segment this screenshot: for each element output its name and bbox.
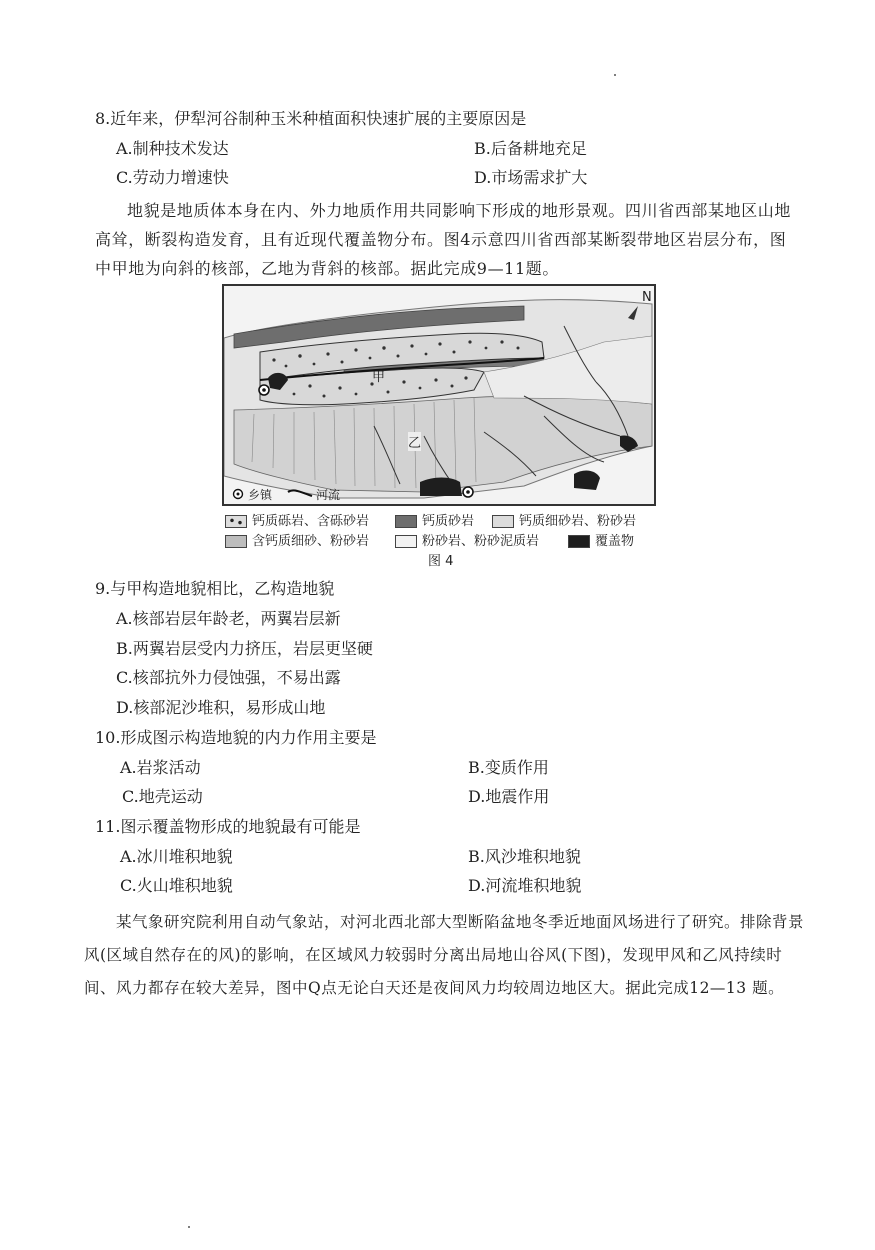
q9-option-b: B.两翼岩层受内力挤压，岩层更坚硬 [116,639,373,658]
q9-stem: 9.与甲构造地貌相比，乙构造地貌 [95,579,335,598]
legend-calc-sandstone: 钙质砂岩 [395,510,474,529]
q11-option-d: D.河流堆积地貌 [468,876,582,895]
swatch-calc-fine-sandstone [492,515,514,528]
passage-valley-wind: 某气象研究院利用自动气象站，对河北西北部大型断陷盆地冬季近地面风场进行了研究。排除背景风(区域自然存在的风)的影响，在区域风力较弱时分离出局地山谷风(下图)，发现甲风和乙风持续时间、风力都存在较大差异，图中Q点无论白天还是夜间风力均较周边地区大。据此完成12—13 题。 [84,913,805,997]
swatch-calc-fine-silt [225,535,247,548]
label-yi: 乙 [408,432,421,451]
scan-dot [614,74,616,76]
q8-stem: 8.近年来，伊犁河谷制种玉米种植面积快速扩展的主要原因是 [95,109,527,128]
swatch-calc-sandstone [395,515,417,528]
q11-stem: 11.图示覆盖物形成的地貌最有可能是 [95,817,361,836]
q8-option-a: A.制种技术发达 [116,139,229,158]
legend-calc-fine-silt: 含钙质细砂、粉砂岩 [225,530,369,549]
q9-option-a: A.核部岩层年龄老，两翼岩层新 [116,609,341,628]
q8-option-d: D.市场需求扩大 [474,168,588,187]
q10-option-b: B.变质作用 [468,758,549,777]
q11-option-c: C.火山堆积地貌 [120,876,233,895]
swatch-siltstone-mudstone [395,535,417,548]
legend-cover-deposit: 覆盖物 [568,530,634,549]
q10-option-a: A.岩浆活动 [120,758,201,777]
figure-caption: 图 4 [428,554,454,569]
geologic-map-drawing [224,286,654,504]
swatch-conglomerate [225,515,247,528]
q11-option-a: A.冰川堆积地貌 [120,847,233,866]
legend-calc-fine-sandstone: 钙质细砂岩、粉砂岩 [492,510,636,529]
swatch-cover-deposit [568,535,590,548]
scan-dot [188,1226,190,1228]
legend-siltstone-mudstone: 粉砂岩、粉砂泥质岩 [395,530,539,549]
label-jia: 甲 [372,370,386,385]
map-legend-town: 乡镇 [248,488,273,502]
map-legend-river: 河流 [316,488,341,502]
north-arrow-label: N [642,290,652,305]
legend-conglomerate: 钙质砾岩、含砾砂岩 [225,510,369,529]
q10-option-d: D.地震作用 [468,787,550,806]
q8-option-b: B.后备耕地充足 [474,139,587,158]
q10-stem: 10.形成图示构造地貌的内力作用主要是 [95,728,377,747]
passage-landforms: 地貌是地质体本身在内、外力地质作用共同影响下形成的地形景观。四川省西部某地区山地高耸，断裂构造发育，且有近现代覆盖物分布。图4示意四川省西部某断裂带地区岩层分布，图中甲地为向斜的核部，乙地为背斜的核部。据此完成9—11题。 [95,201,792,278]
q8-option-c: C.劳动力增速快 [116,168,229,187]
q11-option-b: B.风沙堆积地貌 [468,847,581,866]
q9-option-c: C.核部抗外力侵蚀强，不易出露 [116,668,341,687]
q9-option-d: D.核部泥沙堆积，易形成山地 [116,698,326,717]
figure-4-geologic-map [222,284,656,506]
q10-option-c: C.地壳运动 [122,787,203,806]
